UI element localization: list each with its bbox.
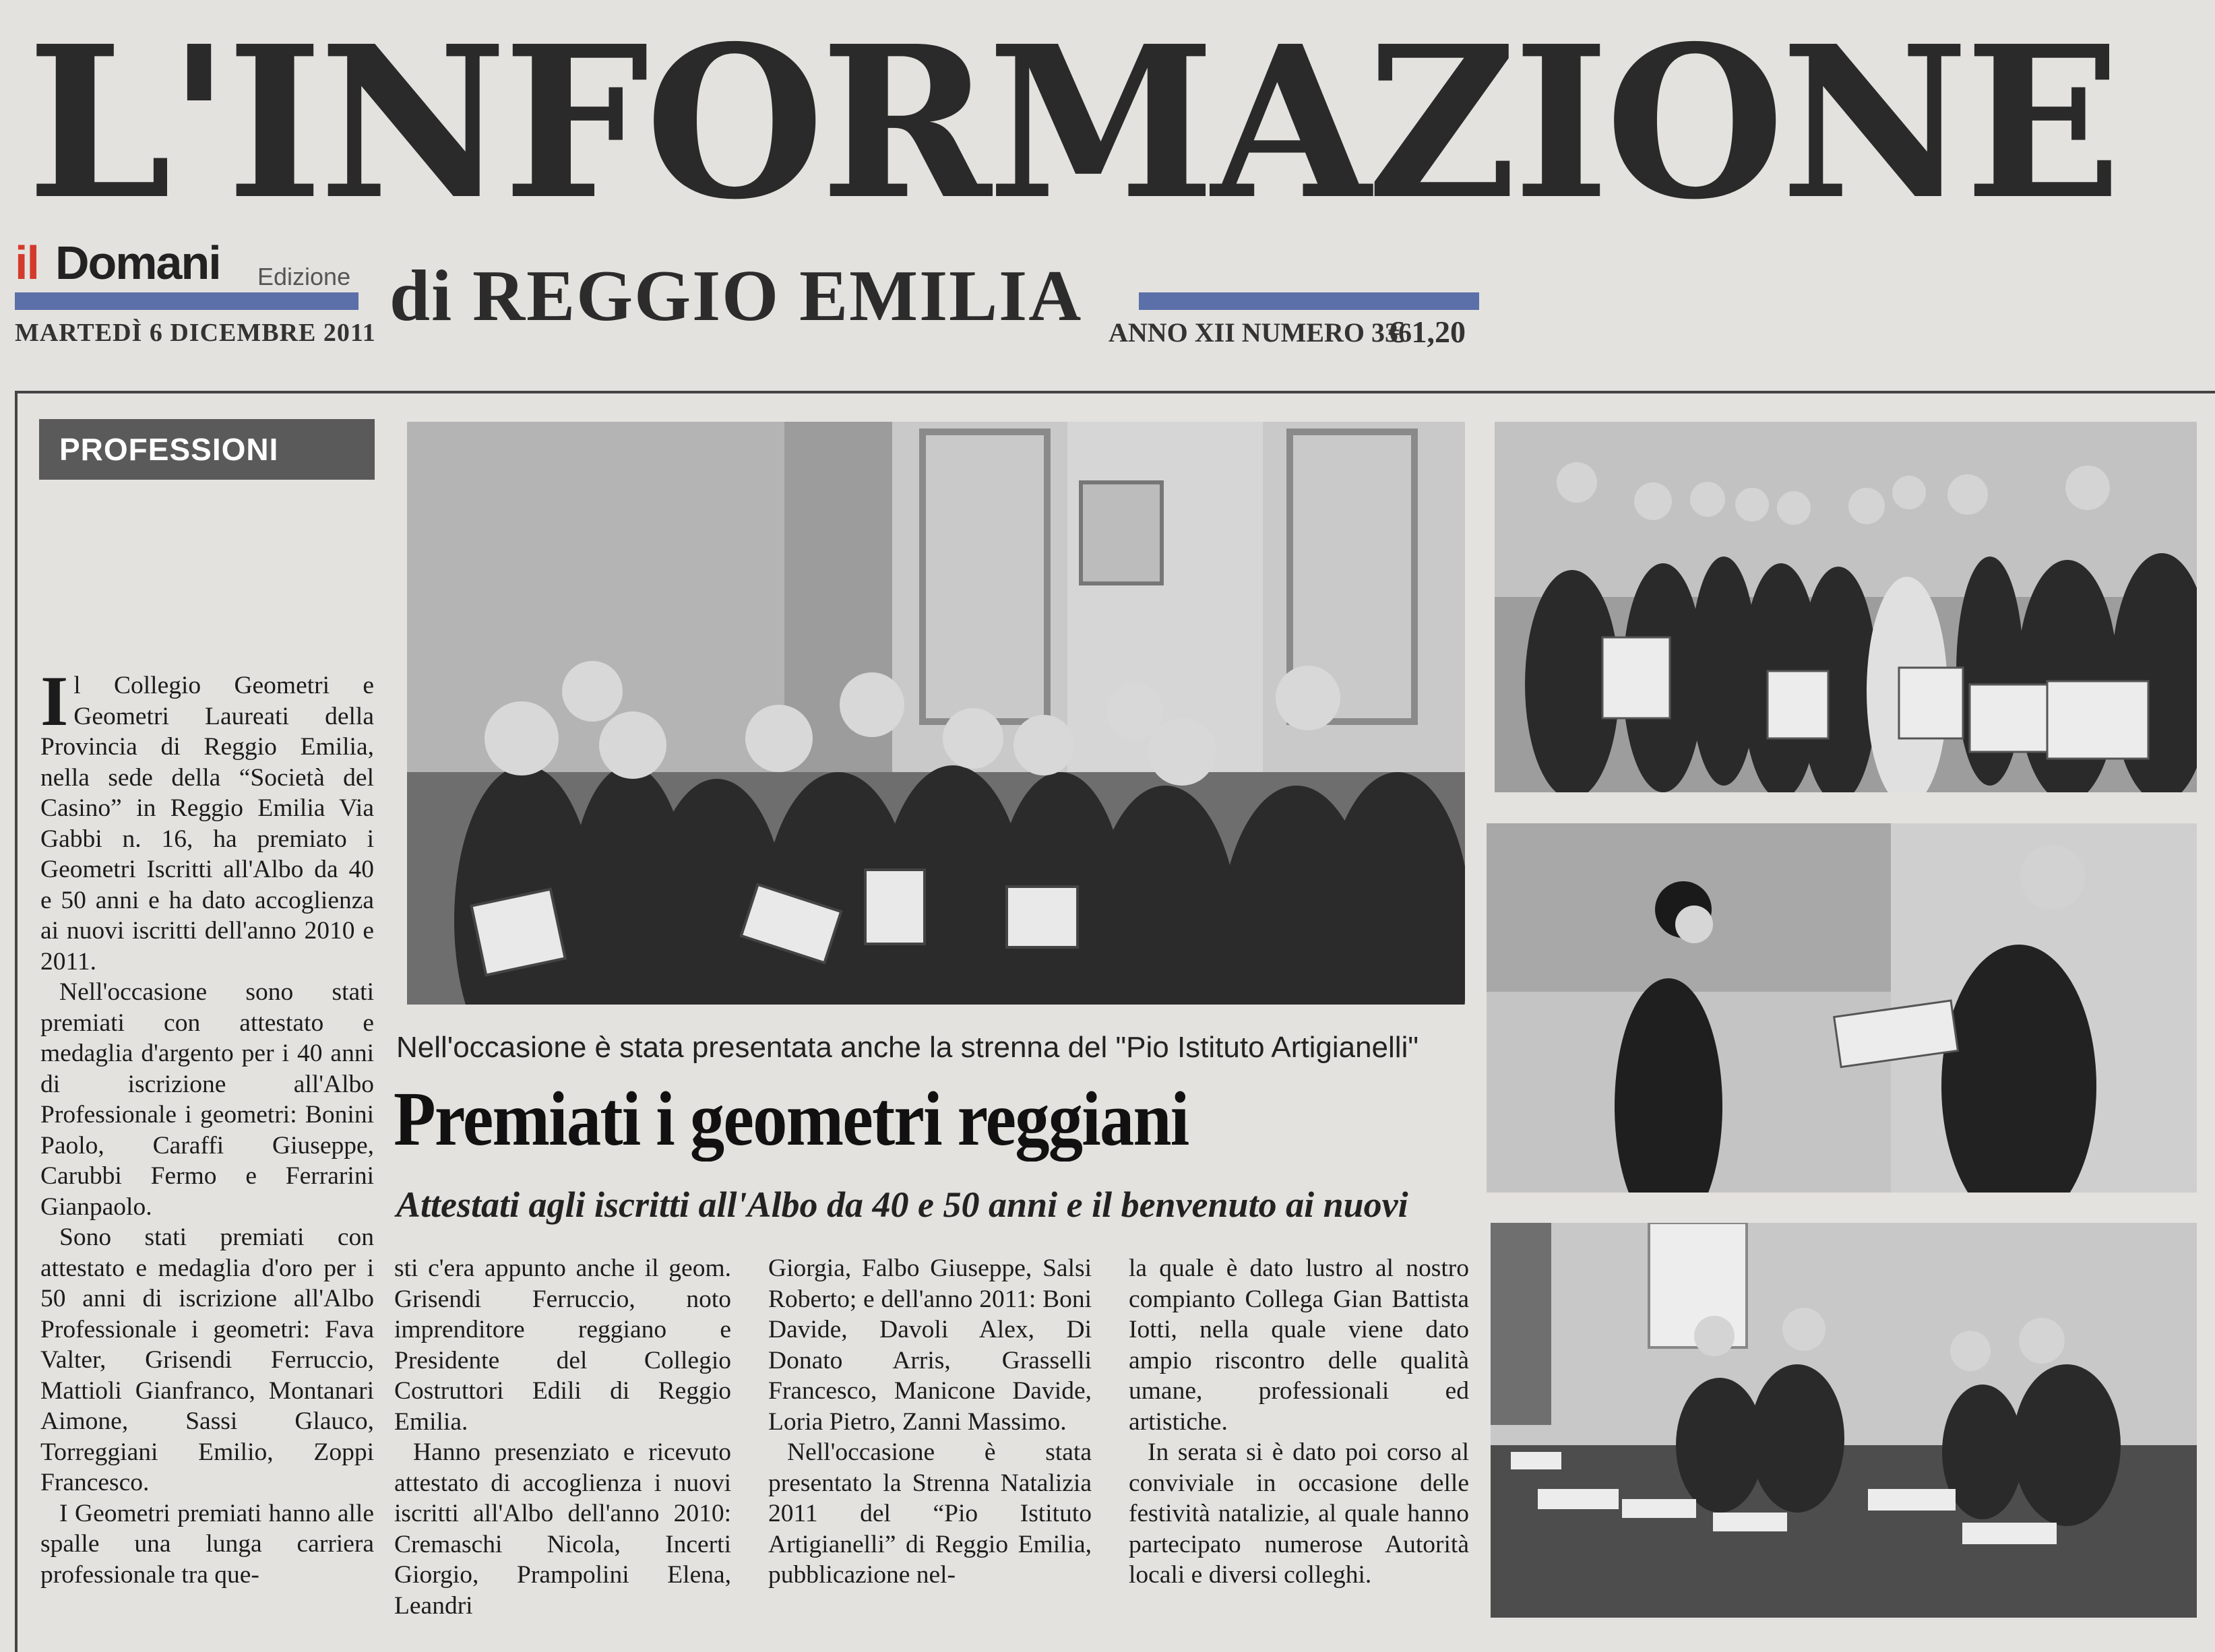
brand-logo-il: il <box>15 236 38 289</box>
photo-new-members <box>1495 422 2197 792</box>
masthead-rule-right <box>1139 292 1479 310</box>
section-label: PROFESSIONI <box>39 419 375 480</box>
masthead-rule-left <box>15 292 358 310</box>
article-paragraph: Giorgia, Falbo Giuseppe, Salsi Roberto; e dell'anno 2011: Boni Davide, Davoli Alex, Di Donato Arris, Grasselli Francesco, Manicone Davide, Loria Pietro, Zanni Massimo. <box>768 1254 1092 1436</box>
article-column-3 <box>768 1253 1092 1591</box>
photo-certificate-handover <box>1487 823 2197 1193</box>
article-subhead: Attestati agli iscritti all'Albo da 40 e 50 anni e il benvenuto ai nuovi <box>396 1184 1408 1225</box>
article-paragraph: Il Collegio Geometri e Geometri Laureati della Provincia di Reggio Emilia, nella sede della “Società del Casino” in Reggio Emilia Via Gabbi n. 16, ha premiato i Geometri Iscritti all'Albo da 40 e 50 anni e ha dato accoglienza ai nuovi iscritti dell'anno 2010 e 2011. <box>40 662 374 976</box>
drop-cap: I <box>40 662 69 740</box>
article-column-1 <box>40 662 374 1590</box>
issue-number: ANNO XII NUMERO 336 <box>1109 317 1412 348</box>
edition-label: Edizione <box>257 263 351 290</box>
masthead-title: L'INFORMAZIONE <box>27 1 2118 246</box>
article-paragraph: In serata si è dato poi corso al conviviale in occasione delle festività natalizie, al quale hanno partecipato numerose Autorità locali e diversi colleghi. <box>1129 1438 1469 1589</box>
issue-price: € 1,20 <box>1388 315 1466 349</box>
article-paragraph: Nell'occasione sono stati premiati con attestato e medaglia d'argento per i 40 anni di iscrizione all'Albo Professionale i geometri: Bonini Paolo, Caraffi Giuseppe, Carubbi Fermo e Ferrarini Gianpaolo. <box>40 978 374 1221</box>
article-paragraph: Hanno presenziato e ricevuto attestato di accoglienza i nuovi iscritti all'Albo dell'anno 2010: Cremaschi Nicola, Incerti Giorgio, Prampolini Elena, Leandri <box>394 1438 731 1620</box>
article-paragraph: I Geometri premiati hanno alle spalle una lunga carriera professionale tra que- <box>40 1499 374 1589</box>
photo-conference-table <box>1491 1223 2197 1618</box>
photo-caption: Nell'occasione è stata presentata anche la strenna del "Pio Istituto Artigianelli" <box>396 1031 1418 1064</box>
article-paragraph: sti c'era appunto anche il geom. Grisendi Ferruccio, noto imprenditore reggiano e Presidente del Collegio Costruttori Edili di Reggio Emilia. <box>394 1254 731 1436</box>
article-column-2 <box>394 1253 731 1621</box>
article-column-4 <box>1129 1253 1469 1591</box>
masthead-subtitle: di REGGIO EMILIA <box>389 256 1083 336</box>
article-paragraph: la quale è dato lustro al nostro compianto Collega Gian Battista Iotti, nella quale viene dato ampio riscontro delle qualità umane, professionali ed artistiche. <box>1129 1254 1469 1436</box>
issue-date: MARTEDÌ 6 DICEMBRE 2011 <box>15 319 376 347</box>
article-paragraph: Nell'occasione è stata presentato la Strenna Natalizia 2011 del “Pio Istituto Artigianelli” di Reggio Emilia, pubblicazione nel- <box>768 1438 1092 1589</box>
article-paragraph: Sono stati premiati con attestato e medaglia d'oro per i 50 anni di iscrizione all'Albo Professionale i geometri: Fava Valter, Grisendi Ferruccio, Mattioli Gianfranco, Montanari Aimone, Sassi Glauco, Torreggiani Emilio, Zoppi Francesco. <box>40 1224 374 1496</box>
article-headline: Premiati i geometri reggiani <box>394 1076 1189 1162</box>
main-group-photo <box>407 422 1465 1005</box>
brand-logo-domani: Domani <box>55 236 220 289</box>
